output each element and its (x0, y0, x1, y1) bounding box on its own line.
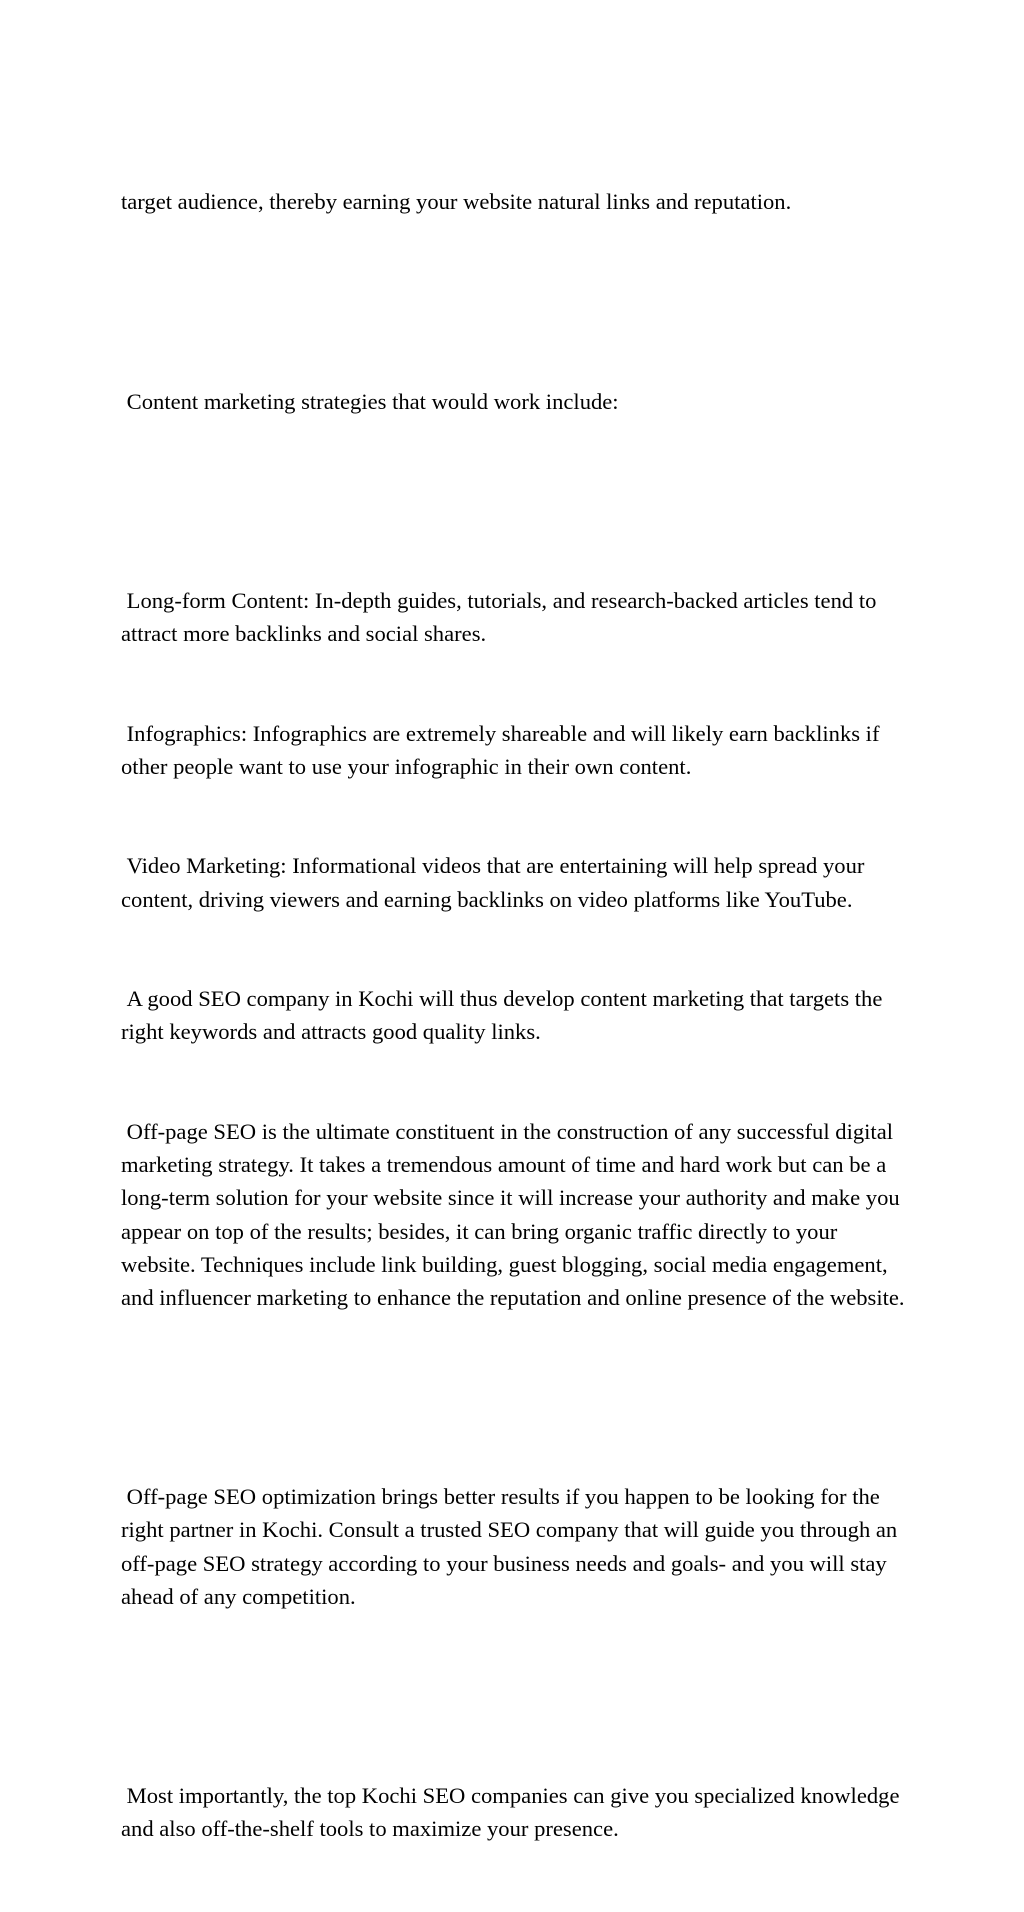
paragraph-spacer (121, 1381, 911, 1414)
paragraph-spacer (121, 484, 911, 517)
paragraph-infographics: Infographics: Infographics are extremely shareable and will likely earn backlinks if other people want to use your infographic in their own content. (121, 720, 886, 779)
paragraph-top-kochi-companies: Most importantly, the top Kochi SEO companies can give you specialized knowledge and also off-the-shelf tools to maximize your presence. (121, 1783, 906, 1842)
paragraph-spacer (121, 1680, 911, 1713)
paragraph-long-form-content: Long-form Content: In-depth guides, tutorials, and research-backed articles tend to attract more backlinks and social shares. (121, 587, 883, 647)
paragraph-seo-company-kochi: A good SEO company in Kochi will thus develop content marketing that targets the right keywords and attracts good quality links. (121, 986, 889, 1045)
paragraph-strategies-intro: Content marketing strategies that would work include: (121, 388, 619, 414)
paragraph-audience-continuation: target audience, thereby earning your website natural links and reputation. (121, 189, 792, 215)
paragraph-spacer (121, 285, 911, 318)
paragraph-video-marketing: Video Marketing: Informational videos that are entertaining will help spread your content, driving viewers and earning backlinks on video platforms like YouTube. (121, 853, 871, 912)
paragraph-off-page-optimization: Off-page SEO optimization brings better results if you happen to be looking for the right partner in Kochi. Consult a trusted SEO company that will guide you through an off-page SEO strategy according to your business needs and goals- and you will stay ahead of any competition. (121, 1484, 903, 1609)
paragraph-off-page-seo: Off-page SEO is the ultimate constituent in the construction of any successful digital marketing strategy. It takes a tremendous amount of time and hard work but can be a long-term solution for your website since it will increase your authority and make you appear on top of the results; besides, it can bring organic traffic directly to your website. Techniques include link building, guest blogging, social media engagement, and influencer marketing to enhance the reputation and online presence of the website. (121, 1119, 906, 1311)
document-body (121, 119, 911, 1912)
